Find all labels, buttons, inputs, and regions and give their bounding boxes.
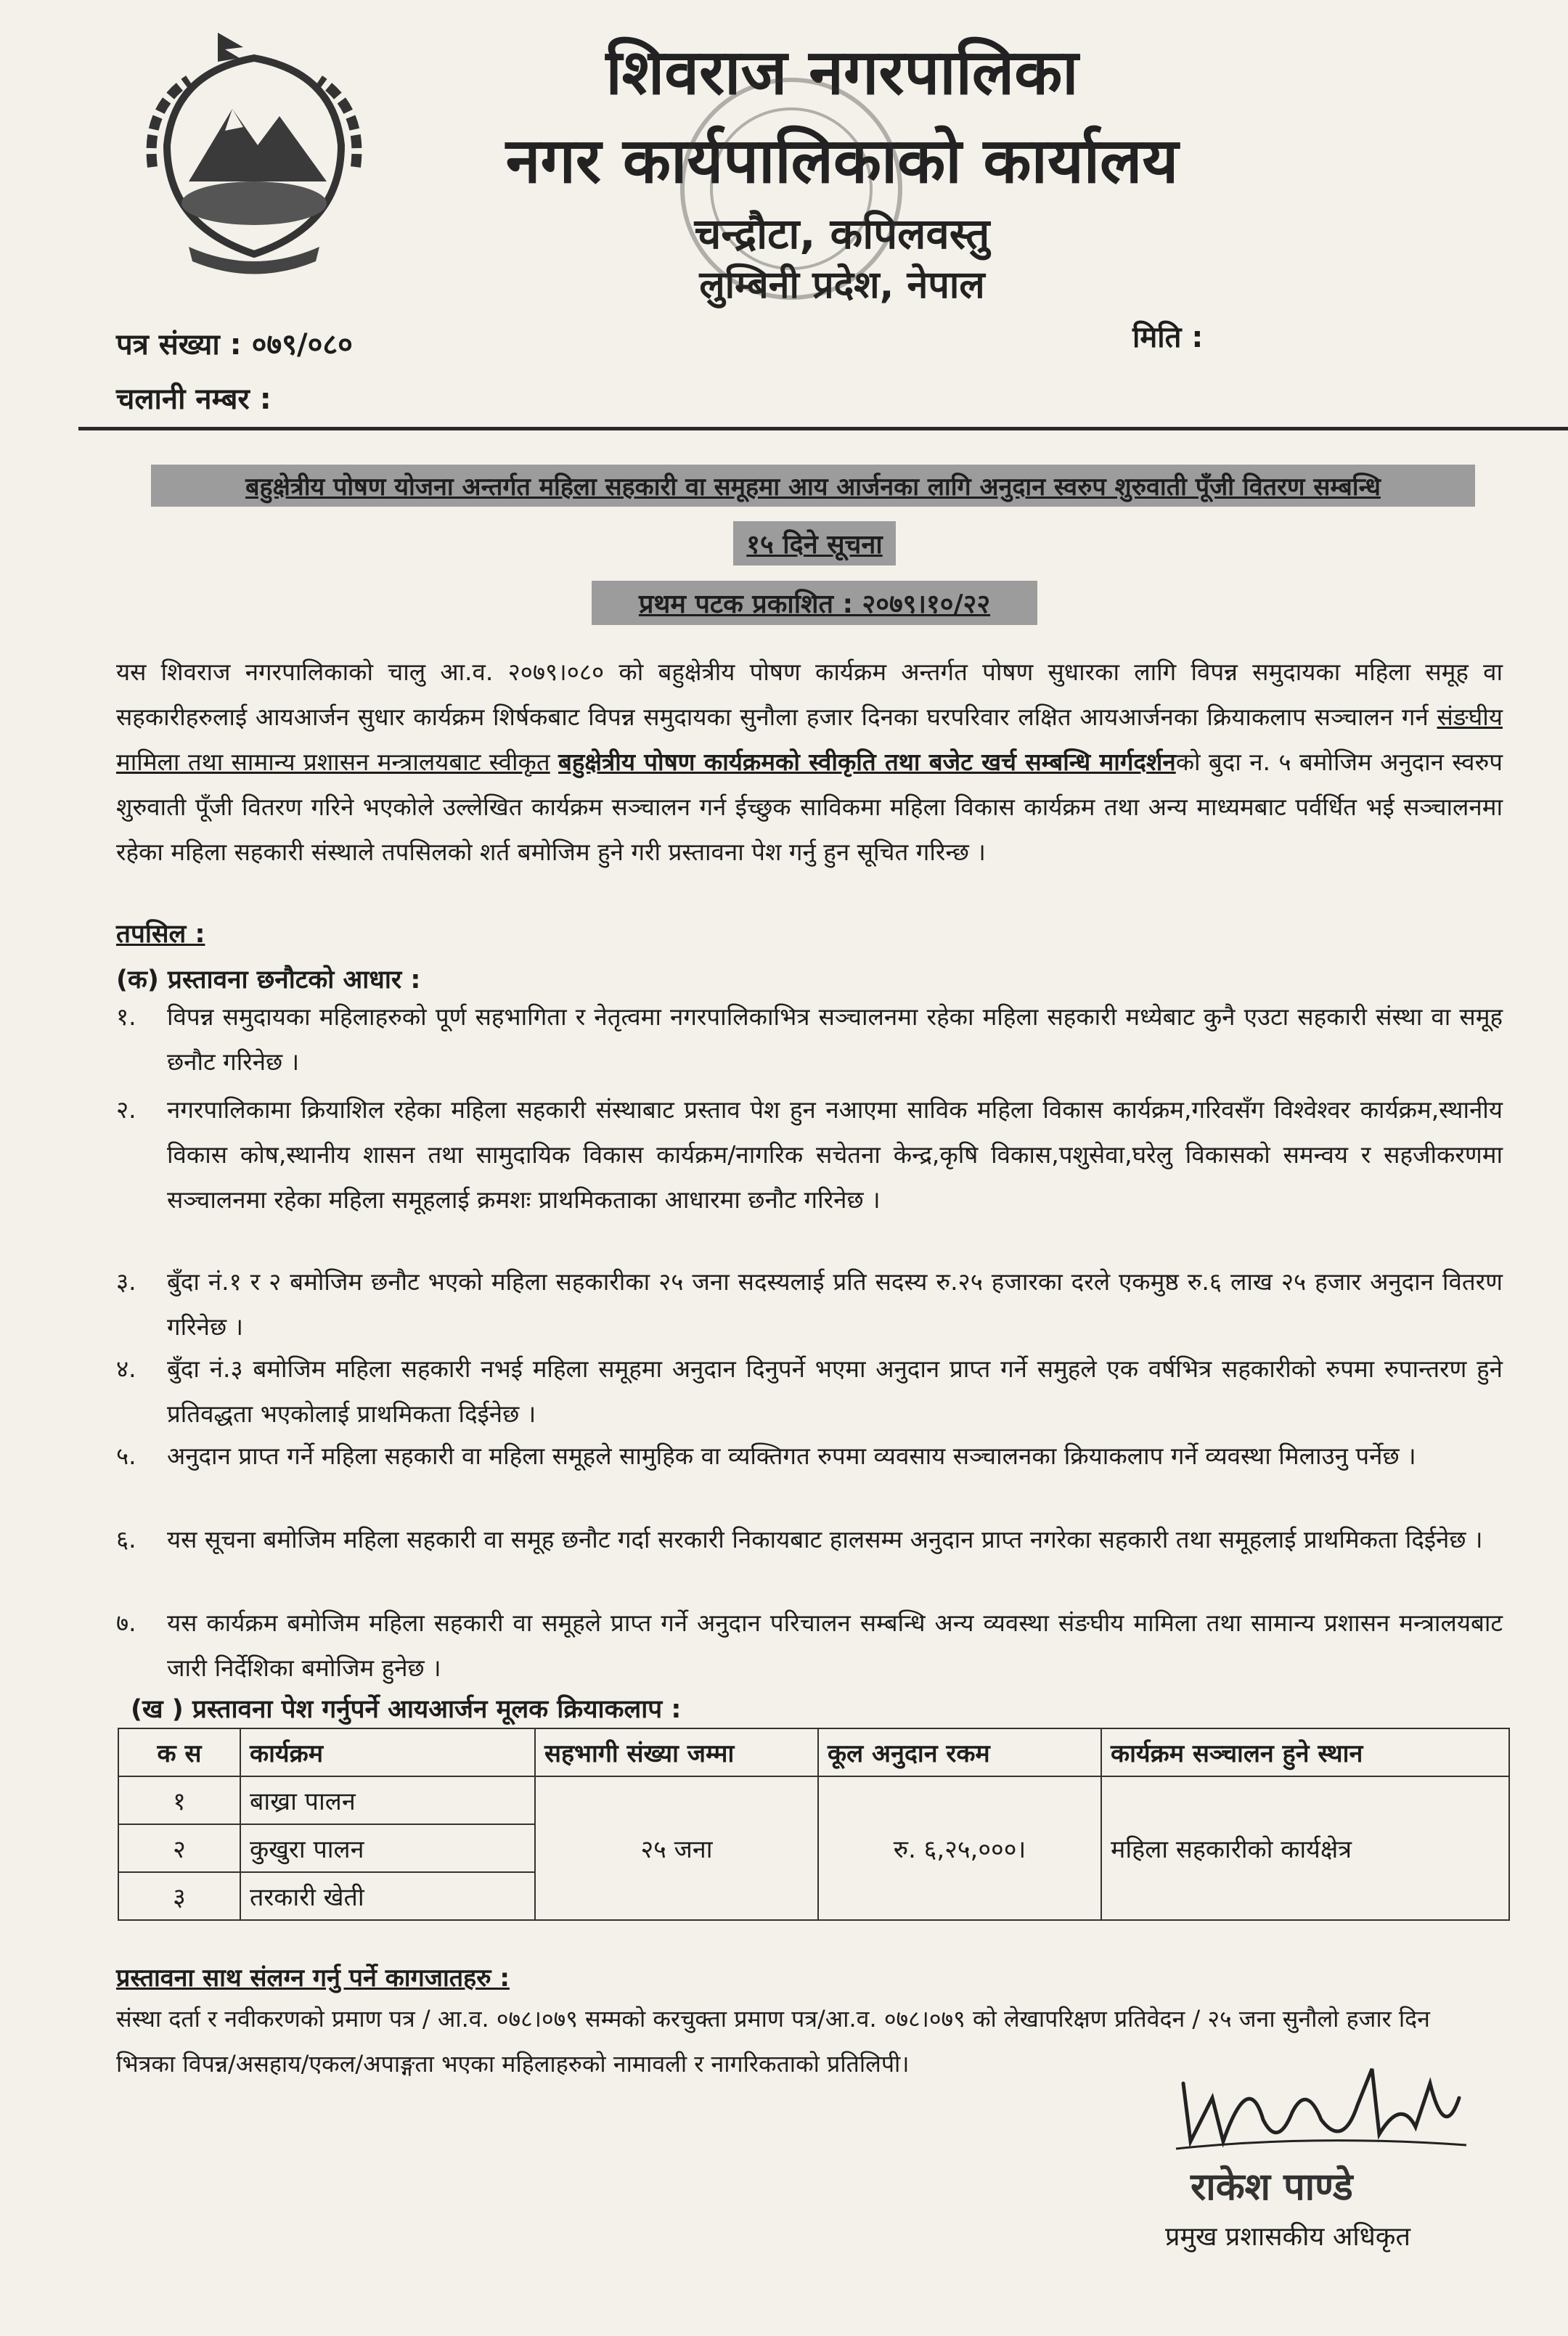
criteria-text: यस सूचना बमोजिम महिला सहकारी वा समूह छनौट गर्दा सरकारी निकायबाट हालसम्म अनुदान प्राप्त नगरेका सहकारी तथा समूहलाई प्राथमिकता दिईनेछ ।	[167, 1525, 1483, 1553]
dispatch-number: चलानी नम्बर :	[116, 383, 271, 416]
col-total-grant: कूल अनुदान रकम	[818, 1728, 1101, 1776]
signatory-title: प्रमुख प्रशासकीय अधिकृत	[1165, 2222, 1410, 2252]
col-sn: क स	[118, 1728, 240, 1776]
intro-paragraph	[116, 650, 1503, 875]
org-name: शिवराज नगरपालिका	[605, 36, 1079, 109]
office-name: नगर कार्यपालिकाको कार्यालय	[505, 125, 1179, 197]
intro-underlined: संङघीय मामिला तथा सामान्य प्रशासन मन्त्रालयबाट स्वीकृत	[116, 703, 1503, 776]
criteria-number: ७.	[116, 1609, 136, 1637]
criteria-text: यस कार्यक्रम बमोजिम महिला सहकारी वा समूहले प्राप्त गर्ने अनुदान परिचालन सम्बन्धि अन्य व्यवस्था संङघीय मामिला तथा सामान्य प्रशासन मन्त्रालयबाट जारी निर्देशिका बमोजिम हुनेछ ।	[167, 1609, 1503, 1682]
row-sn: १	[118, 1776, 240, 1824]
criteria-item	[116, 1347, 1503, 1437]
criteria-text: बुँदा नं.१ र २ बमोजिम छनौट भएको महिला सहकारीका २५ जना सदस्यलाई प्रति सदस्य रु.२५ हजारका दरले एकमुष्ठ रु.६ लाख २५ हजार अनुदान वितरण गरिनेछ ।	[167, 1267, 1503, 1341]
intro-part-2: को बुदा न. ५ बमोजिम अनुदान स्वरुप शुरुवाती पूँजी वितरण गरिने भएकोले उल्लेखित कार्यक्रम सञ्चालन गर्न ईच्छुक साविकमा महिला विकास कार्यक्रम तथा अन्य माध्यमबाट पर्वर्धित भई सञ्चालनमा रहेका महिला सहकारी संस्थाले तपसिलको शर्त बमोजिम हुने गरी प्रस्तावना पेश गर्नु हुन सूचित गरिन्छ ।	[116, 748, 1503, 866]
first-published: प्रथम पटक प्रकाशित : २०७९।१०/२२	[592, 581, 1037, 625]
row-sn: २	[118, 1824, 240, 1872]
criteria-item	[116, 1087, 1503, 1222]
signatory-name: राकेश पाण्डे	[1191, 2165, 1353, 2209]
col-program: कार्यक्रम	[240, 1728, 535, 1776]
criteria-number: ४.	[116, 1355, 136, 1383]
intro-part-1: यस शिवराज नगरपालिकाको चालु आ.व. २०७९।०८० को बहुक्षेत्रीय पोषण कार्यक्रम अन्तर्गत पोषण सुधारका लागि विपन्न समुदायका महिला समूह वा सहकारीहरुलाई आयआर्जन सुधार कार्यक्रम शिर्षकबाट विपन्न समुदायका सुनौला हजार दिनका घरपरिवार लक्षित आयआर्जनका क्रियाकलाप सञ्चालन गर्न	[116, 658, 1503, 731]
criteria-text: नगरपालिकामा क्रियाशिल रहेका महिला सहकारी संस्थाबाट प्रस्ताव पेश हुन नआएमा साविक महिला विकास कार्यक्रम,गरिवसँग विश्वेश्वर कार्यक्रम,स्थानीय विकास कोष,स्थानीय शासन तथा सामुदायिक विकास कार्यक्रम/नागरिक सचेतना केन्द्र,कृषि विकास,पशुसेवा,घरेलु विकासको समन्वय र सहजीकरणमा सञ्चालनमा रहेका महिला समूहलाई क्रमशः प्राथमिकताका आधारमा छनौट गरिनेछ ।	[167, 1095, 1503, 1214]
col-participants: सहभागी संख्या जम्मा	[535, 1728, 818, 1776]
criteria-item	[116, 1259, 1503, 1349]
criteria-text: अनुदान प्राप्त गर्ने महिला सहकारी वा महिला समूहले सामुहिक वा व्यक्तिगत रुपमा व्यवसाय सञ्चालनका क्रियाकलाप गर्ने व्यवस्था मिलाउनु पर्नेछ ।	[167, 1442, 1416, 1470]
date-field: मिति :	[1132, 321, 1204, 354]
criteria-item	[116, 995, 1503, 1085]
province: लुम्बिनी प्रदेश, नेपाल	[699, 264, 985, 307]
tapasil-label: तपसिल :	[116, 920, 205, 949]
notice-type: १५ दिने सूचना	[733, 521, 896, 565]
criteria-number: ६.	[116, 1525, 136, 1553]
participants-cell: २५ जना	[535, 1776, 818, 1920]
criteria-number: १.	[116, 1002, 136, 1031]
location-cell: महिला सहकारीको कार्यक्षेत्र	[1101, 1776, 1509, 1920]
district: चन्द्रौटा, कपिलवस्तु	[694, 209, 990, 258]
attachments-title: प्रस्तावना साथ संलग्न गर्नु पर्ने कागजातहरु :	[116, 1964, 510, 1993]
table-row	[118, 1776, 1509, 1824]
office-stamp-icon	[646, 65, 936, 312]
total-grant-cell: रु. ६,२५,०००।	[818, 1776, 1101, 1920]
criteria-number: ५.	[116, 1442, 136, 1470]
row-program: तरकारी खेती	[240, 1872, 535, 1920]
criteria-item	[116, 1434, 1503, 1479]
row-sn: ३	[118, 1872, 240, 1920]
nepal-emblem-icon	[123, 29, 385, 283]
criteria-number: २.	[116, 1095, 136, 1124]
intro-bold-guideline: बहुक्षेत्रीय पोषण कार्यक्रमको स्वीकृति तथा बजेट खर्च सम्बन्धि मार्गदर्शन	[558, 748, 1176, 776]
section-kha-title: (ख ) प्रस्तावना पेश गर्नुपर्ने आयआर्जन मूलक क्रियाकलाप :	[131, 1695, 682, 1724]
criteria-number: ३.	[116, 1267, 136, 1296]
section-ka-title: (क) प्रस्तावना छनौटको आधार :	[116, 965, 421, 995]
criteria-item	[116, 1517, 1503, 1562]
letter-ref-number: पत्र संख्या : ०७९/०८०	[116, 328, 353, 362]
criteria-item	[116, 1601, 1503, 1691]
criteria-text: विपन्न समुदायका महिलाहरुको पूर्ण सहभागिता र नेतृत्वमा नगरपालिकाभित्र सञ्चालनमा रहेका महिला सहकारी मध्येबाट कुनै एउटा सहकारी संस्था वा समूह छनौट गरिनेछ ।	[167, 1002, 1503, 1076]
header-divider	[78, 427, 1568, 430]
notice-subject: बहुक्षेत्रीय पोषण योजना अन्तर्गत महिला सहकारी वा समूहमा आय आर्जनका लागि अनुदान स्वरुप शुरुवाती पूँजी वितरण सम्बन्धि	[151, 465, 1475, 507]
criteria-text: बुँदा नं.३ बमोजिम महिला सहकारी नभई महिला समूहमा अनुदान दिनुपर्ने भएमा अनुदान प्राप्त गर्ने समुहले एक वर्षभित्र सहकारीको रुपमा रुपान्तरण हुने प्रतिवद्धता भएकोलाई प्राथमिकता दिईनेछ ।	[167, 1355, 1503, 1428]
activities-table	[118, 1728, 1510, 1921]
row-program: कुखुरा पालन	[240, 1824, 535, 1872]
attachments-text: संस्था दर्ता र नवीकरणको प्रमाण पत्र / आ.व. ०७८।०७९ सम्मको करचुक्ता प्रमाण पत्र/आ.व. ०७८।०७९ को लेखापरिक्षण प्रतिवेदन / २५ जना सुनौलो हजार दिन भित्रका विपन्न/असहाय/एकल/अपाङ्गता भएका महिलाहरुको नामावली र नागरिकताको प्रतिलिपी।	[116, 2005, 1430, 2078]
handwritten-signature-icon	[1169, 2054, 1474, 2163]
row-program: बाख्रा पालन	[240, 1776, 535, 1824]
col-location: कार्यक्रम सञ्चालन हुने स्थान	[1101, 1728, 1509, 1776]
table-header-row	[118, 1728, 1509, 1776]
